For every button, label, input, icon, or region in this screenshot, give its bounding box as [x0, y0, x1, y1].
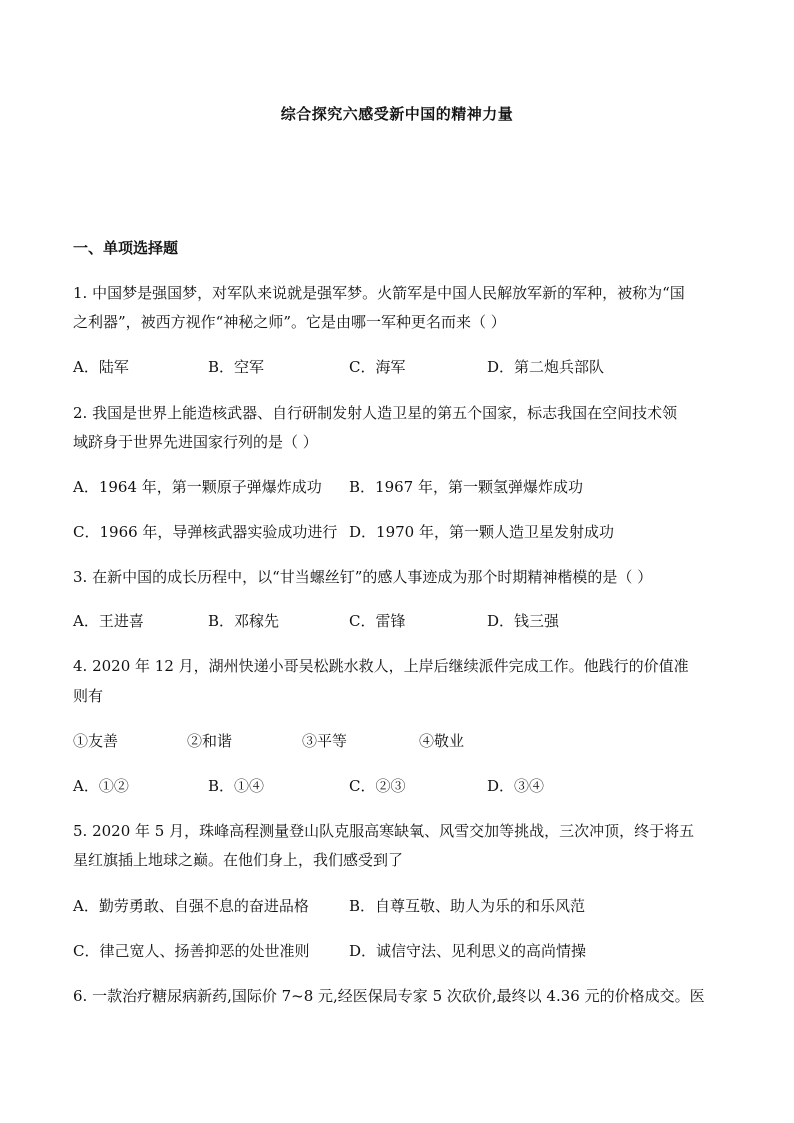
question-5-option-a: A．勤劳勇敢、自强不息的奋进品格 [73, 897, 309, 915]
question-4-item-4: ④敬业 [419, 732, 465, 750]
question-4-option-d: D．③④ [487, 777, 545, 795]
question-1-option-c: C．海军 [349, 358, 406, 376]
question-2-option-d: D．1970 年，第一颗人造卫星发射成功 [349, 523, 614, 541]
question-3-option-b: B．邓稼先 [208, 612, 280, 630]
question-1-option-b: B．空军 [208, 358, 265, 376]
question-4-item-3: ③平等 [302, 732, 348, 750]
question-2-option-b: B．1967 年，第一颗氢弹爆炸成功 [349, 478, 583, 496]
question-3-option-a: A．王进喜 [73, 612, 144, 630]
section-heading: 一、单项选择题 [73, 239, 179, 257]
question-1-line-1: 1. 中国梦是强国梦，对军队来说就是强军梦。火箭军是中国人民解放军新的军种，被称为“国 [73, 284, 685, 302]
question-4-option-c: C．②③ [349, 777, 406, 795]
question-4-option-b: B．①④ [208, 777, 265, 795]
question-1-option-d: D．第二炮兵部队 [487, 358, 605, 376]
question-4-item-1: ①友善 [73, 732, 119, 750]
question-1-option-a: A．陆军 [73, 358, 129, 376]
question-6-line-1: 6. 一款治疗糖尿病新药,国际价 7~8 元,经医保局专家 5 次砍价,最终以 4.36 元的价格成交。医 [73, 987, 705, 1005]
question-5-line-1: 5. 2020 年 5 月，珠峰高程测量登山队克服高寒缺氧、风雪交加等挑战，三次冲顶，终于将五 [73, 822, 695, 840]
question-4-line-2: 则有 [73, 687, 104, 705]
question-4-option-a: A．①② [73, 777, 129, 795]
question-1-line-2: 之利器”，被西方视作“神秘之师”。它是由哪一军种更名而来（ ） [73, 313, 506, 331]
question-2-option-c: C．1966 年，导弹核武器实验成功进行 [73, 523, 338, 541]
question-3-option-d: D．钱三强 [487, 612, 560, 630]
question-3-option-c: C．雷锋 [349, 612, 406, 630]
question-5-option-b: B．自尊互敬、助人为乐的和乐风范 [349, 897, 586, 915]
question-5-option-c: C．律己宽人、扬善抑恶的处世准则 [73, 942, 310, 960]
question-5-option-d: D．诚信守法、见利思义的高尚情操 [349, 942, 587, 960]
question-3-line-1: 3. 在新中国的成长历程中，以“甘当螺丝钉”的感人事迹成为那个时期精神楷模的是（ ） [73, 568, 653, 586]
question-5-line-2: 星红旗插上地球之巅。在他们身上，我们感受到了 [73, 851, 404, 869]
question-4-item-2: ②和谐 [187, 732, 233, 750]
document-title: 综合探究六感受新中国的精神力量 [280, 105, 514, 123]
question-2-line-2: 域跻身于世界先进国家行列的是（ ） [73, 433, 318, 451]
question-4-line-1: 4. 2020 年 12 月，湖州快递小哥吴松跳水救人，上岸后继续派件完成工作。他践行的价值准 [73, 657, 689, 675]
question-2-line-1: 2. 我国是世界上能造核武器、自行研制发射人造卫星的第五个国家，标志我国在空间技术领 [73, 404, 678, 422]
question-2-option-a: A．1964 年，第一颗原子弹爆炸成功 [73, 478, 322, 496]
